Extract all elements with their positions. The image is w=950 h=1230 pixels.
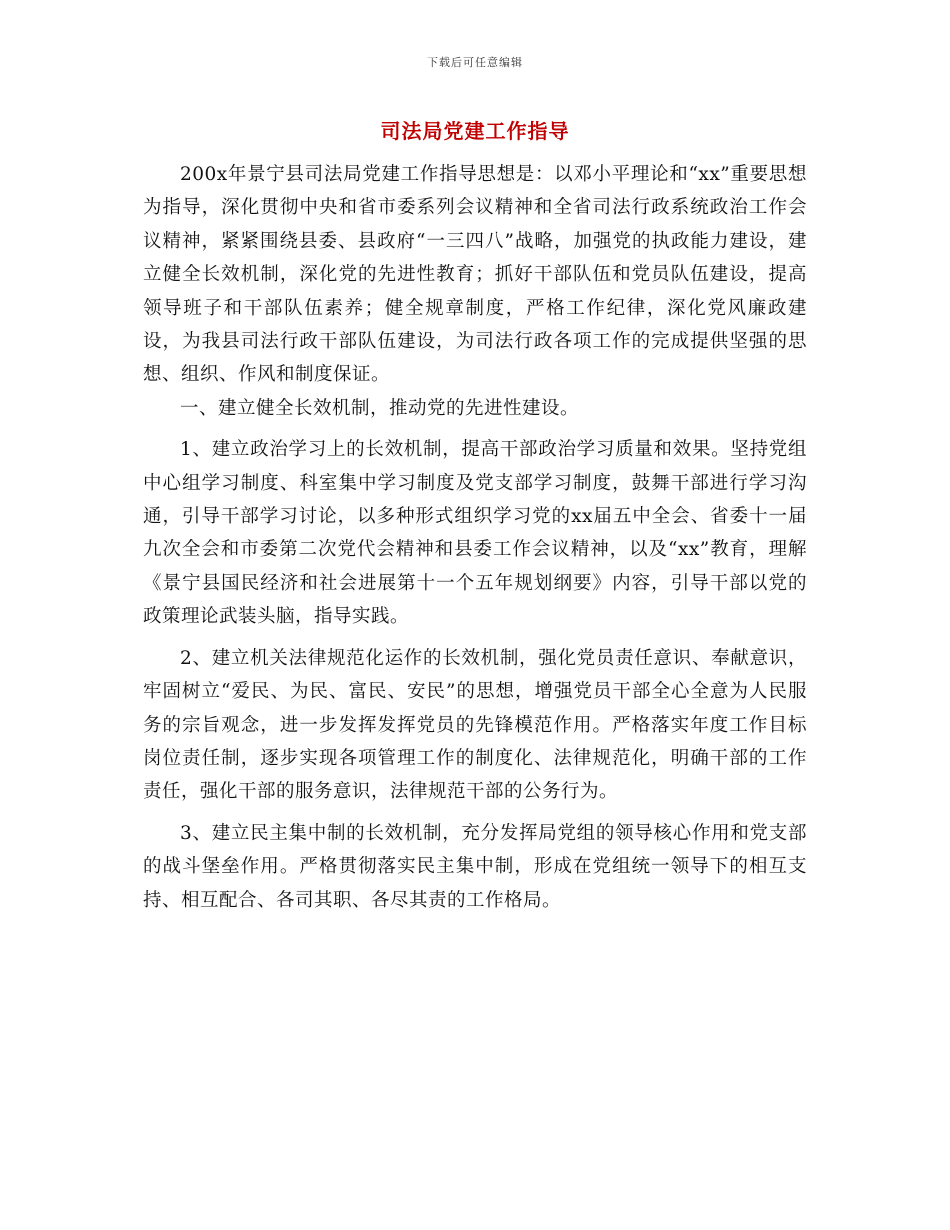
paragraph-intro: 200x年景宁县司法局党建工作指导思想是：以邓小平理论和“xx”重要思想为指导，深化贯彻中央和省市委系列会议精神和全省司法行政系统政治工作会议精神，紧紧围绕县委、县政府“一三四八”战略，加强党的执政能力建设，建立健全长效机制，深化党的先进性教育；抓好干部队伍和党员队伍建设，提高领导班子和干部队伍素养；健全规章制度，严格工作纪律，深化党风廉政建设，为我县司法行政干部队伍建设，为司法行政各项工作的完成提供坚强的思想、组织、作风和制度保证。 bbox=[143, 164, 807, 386]
paragraph-item-3: 3、建立民主集中制的长效机制，充分发挥局党组的领导核心作用和党支部的战斗堡垒作用。严格贯彻落实民主集中制，形成在党组统一领导下的相互支持、相互配合、各司其职、各尽其责的工作格局。 bbox=[143, 822, 807, 911]
document-body bbox=[143, 158, 807, 917]
page-header-note: 下载后可任意编辑 bbox=[427, 56, 523, 69]
paragraph-item-1: 1、建立政治学习上的长效机制，提高干部政治学习质量和效果。坚持党组中心组学习制度、科室集中学习制度及党支部学习制度，鼓舞干部进行学习沟通，引导干部学习讨论，以多种形式组织学习党的xx届五中全会、省委十一届九次全会和市委第二次党代会精神和县委工作会议精神，以及“xx”教育，理解《景宁县国民经济和社会进展第十一个五年规划纲要》内容，引导干部以党的政策理论武装头脑，指导实践。 bbox=[143, 439, 807, 628]
document-title: 司法局党建工作指导 bbox=[380, 119, 570, 143]
paragraph-item-2: 2、建立机关法律规范化运作的长效机制，强化党员责任意识、奉献意识，牢固树立“爱民、为民、富民、安民”的思想，增强党员干部全心全意为人民服务的宗旨观念，进一步发挥发挥党员的先锋模范作用。严格落实年度工作目标岗位责任制，逐步实现各项管理工作的制度化、法律规范化，明确干部的工作责任，强化干部的服务意识，法律规范干部的公务行为。 bbox=[143, 647, 807, 803]
paragraph-section-1-heading: 一、建立健全长效机制，推动党的先进性建设。 bbox=[180, 397, 580, 419]
